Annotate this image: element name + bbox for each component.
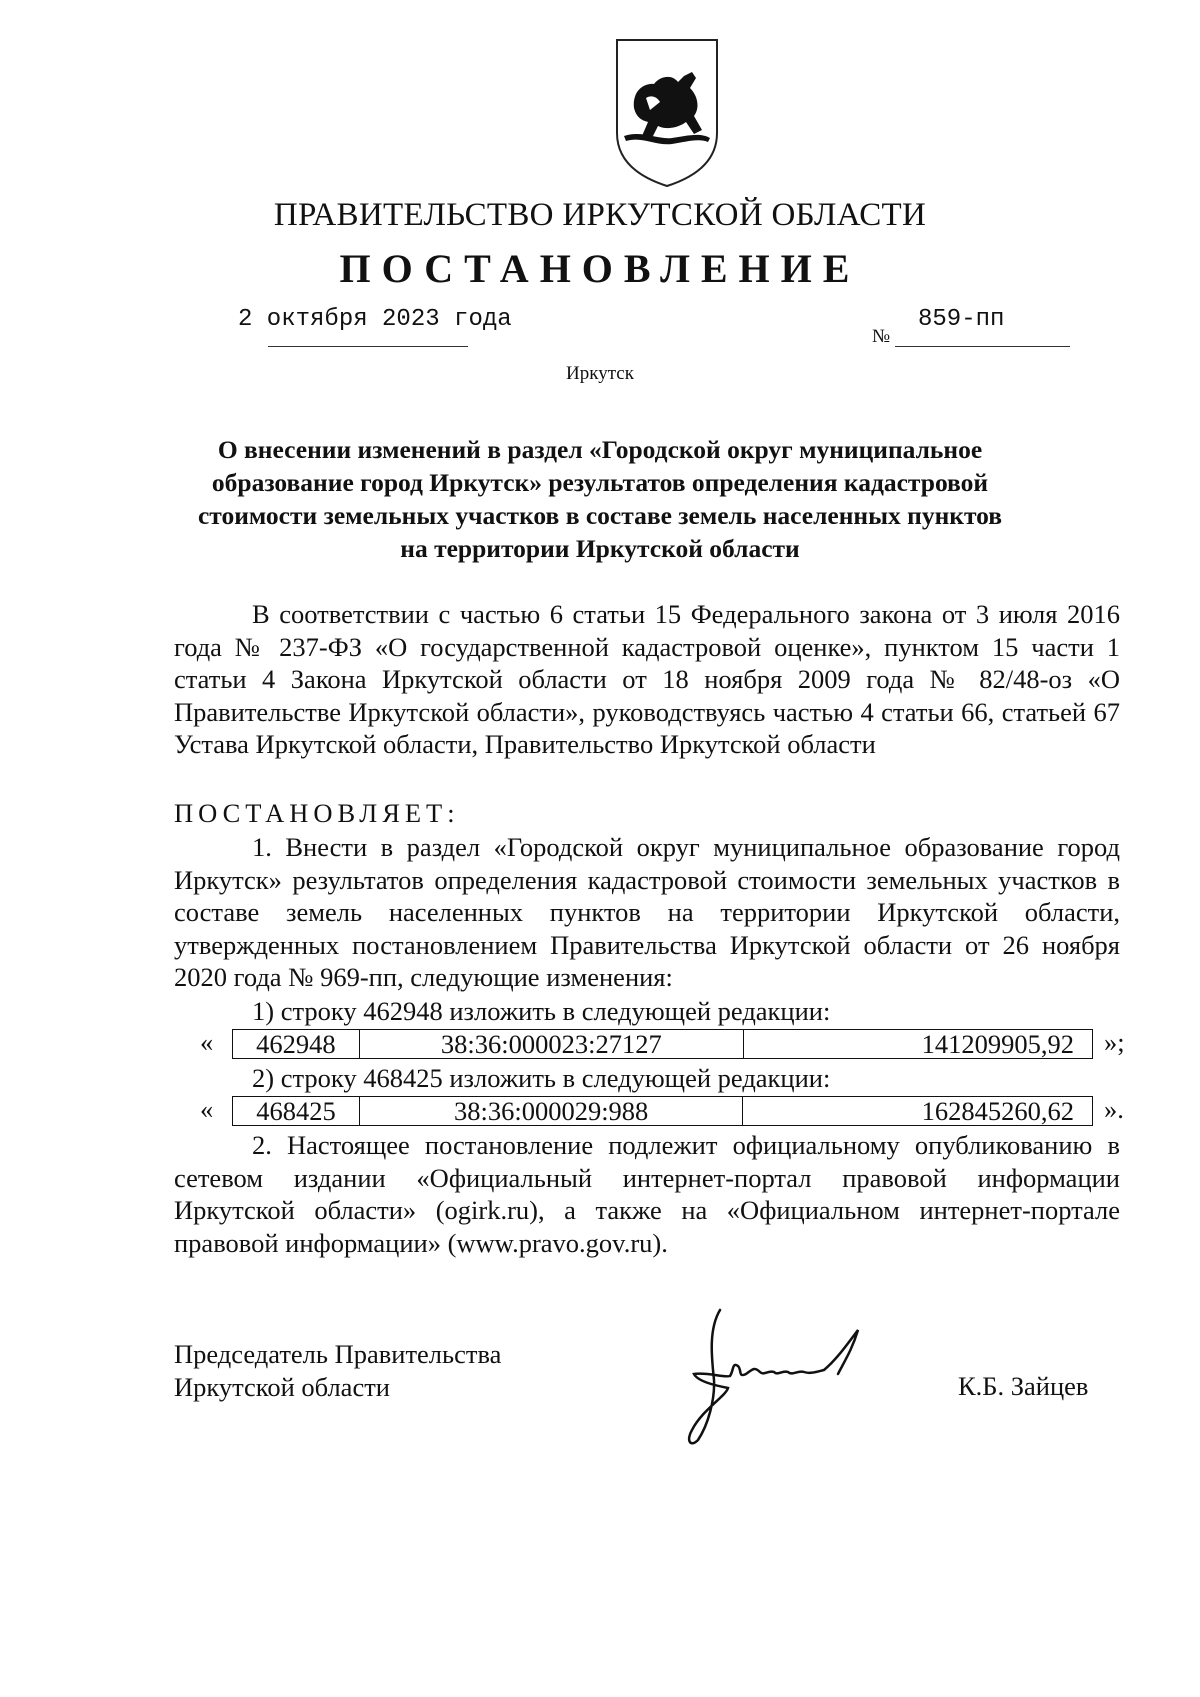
row-id-cell: 468425 [233, 1097, 360, 1126]
signer-name: К.Б. Зайцев [958, 1371, 1089, 1401]
handwritten-signature-icon [668, 1300, 908, 1450]
coat-of-arms-icon [612, 38, 722, 188]
point-1-paragraph: 1. Внести в раздел «Городской округ муниципальное образование город Иркутск» результатов определения кадастровой стоимости земельных участков в составе земель населенных пунктов на территории Иркутской области, утвержденных постановлением Правительства Иркутской области от 26 ноября 2020 года № 969-пп, следующие изменения: [174, 832, 1120, 993]
table-row [233, 1030, 1093, 1059]
position-line-1: Председатель Правительства [174, 1339, 502, 1369]
open-quote: « [200, 1094, 214, 1124]
subpoint-2: 2) строку 468425 изложить в следующей редакции: [252, 1063, 831, 1093]
preamble-paragraph: В соответствии с частью 6 статьи 15 Федерального закона от 3 июля 2016 года № 237-ФЗ «О государственной кадастровой оценке», пунктом 15 части 1 статьи 4 Закона Иркутской области от 18 ноября 2009 года № 82/48-оз «О Правительстве Иркутской области», руководствуясь частью 4 статьи 66, статьей 67 Устава Иркутской области, Правительство Иркутской области [174, 599, 1120, 760]
signer-position [174, 1338, 501, 1404]
city: Иркутск [566, 363, 634, 384]
decree-word: ПОСТАНОВЛЯЕТ: [174, 798, 460, 828]
cadastral-value-cell: 141209905,92 [743, 1030, 1092, 1059]
change-row-2 [200, 1096, 1130, 1128]
change-table-1 [232, 1029, 1093, 1059]
close-quote: ». [1104, 1094, 1124, 1124]
number-underline [895, 346, 1070, 347]
government-name: ПРАВИТЕЛЬСТВО ИРКУТСКОЙ ОБЛАСТИ [273, 197, 927, 233]
document-type: ПОСТАНОВЛЕНИЕ [339, 246, 861, 291]
change-table-2 [232, 1096, 1093, 1126]
position-line-2: Иркутской области [174, 1372, 390, 1402]
document-title: О внесении изменений в раздел «Городской округ муниципальное образование город Иркутск» результатов определения кадастровой стоимости земельных участков в составе земель населенных пунктов на территории Иркутской области [197, 435, 1003, 563]
table-row [233, 1097, 1093, 1126]
point-2-paragraph: 2. Настоящее постановление подлежит официальному опубликованию в сетевом издании «Официальный интернет-портал правовой информации Иркутской области» (ogirk.ru), а также на «Официальном интернет-портале правовой информации» (www.pravo.gov.ru). [174, 1130, 1120, 1258]
row-id-cell: 462948 [233, 1030, 360, 1059]
change-row-1 [200, 1029, 1130, 1061]
subpoint-1: 1) строку 462948 изложить в следующей редакции: [252, 996, 831, 1026]
document-date: 2 октября 2023 года [238, 306, 512, 333]
cadastral-number-cell: 38:36:000029:988 [359, 1097, 742, 1126]
cadastral-number-cell: 38:36:000023:27127 [359, 1030, 743, 1059]
date-underline [268, 346, 468, 347]
open-quote: « [200, 1027, 214, 1057]
document-number: 859-пп [918, 306, 1005, 333]
close-quote: »; [1104, 1027, 1125, 1057]
cadastral-value-cell: 162845260,62 [743, 1097, 1093, 1126]
number-sign: № [872, 326, 891, 347]
